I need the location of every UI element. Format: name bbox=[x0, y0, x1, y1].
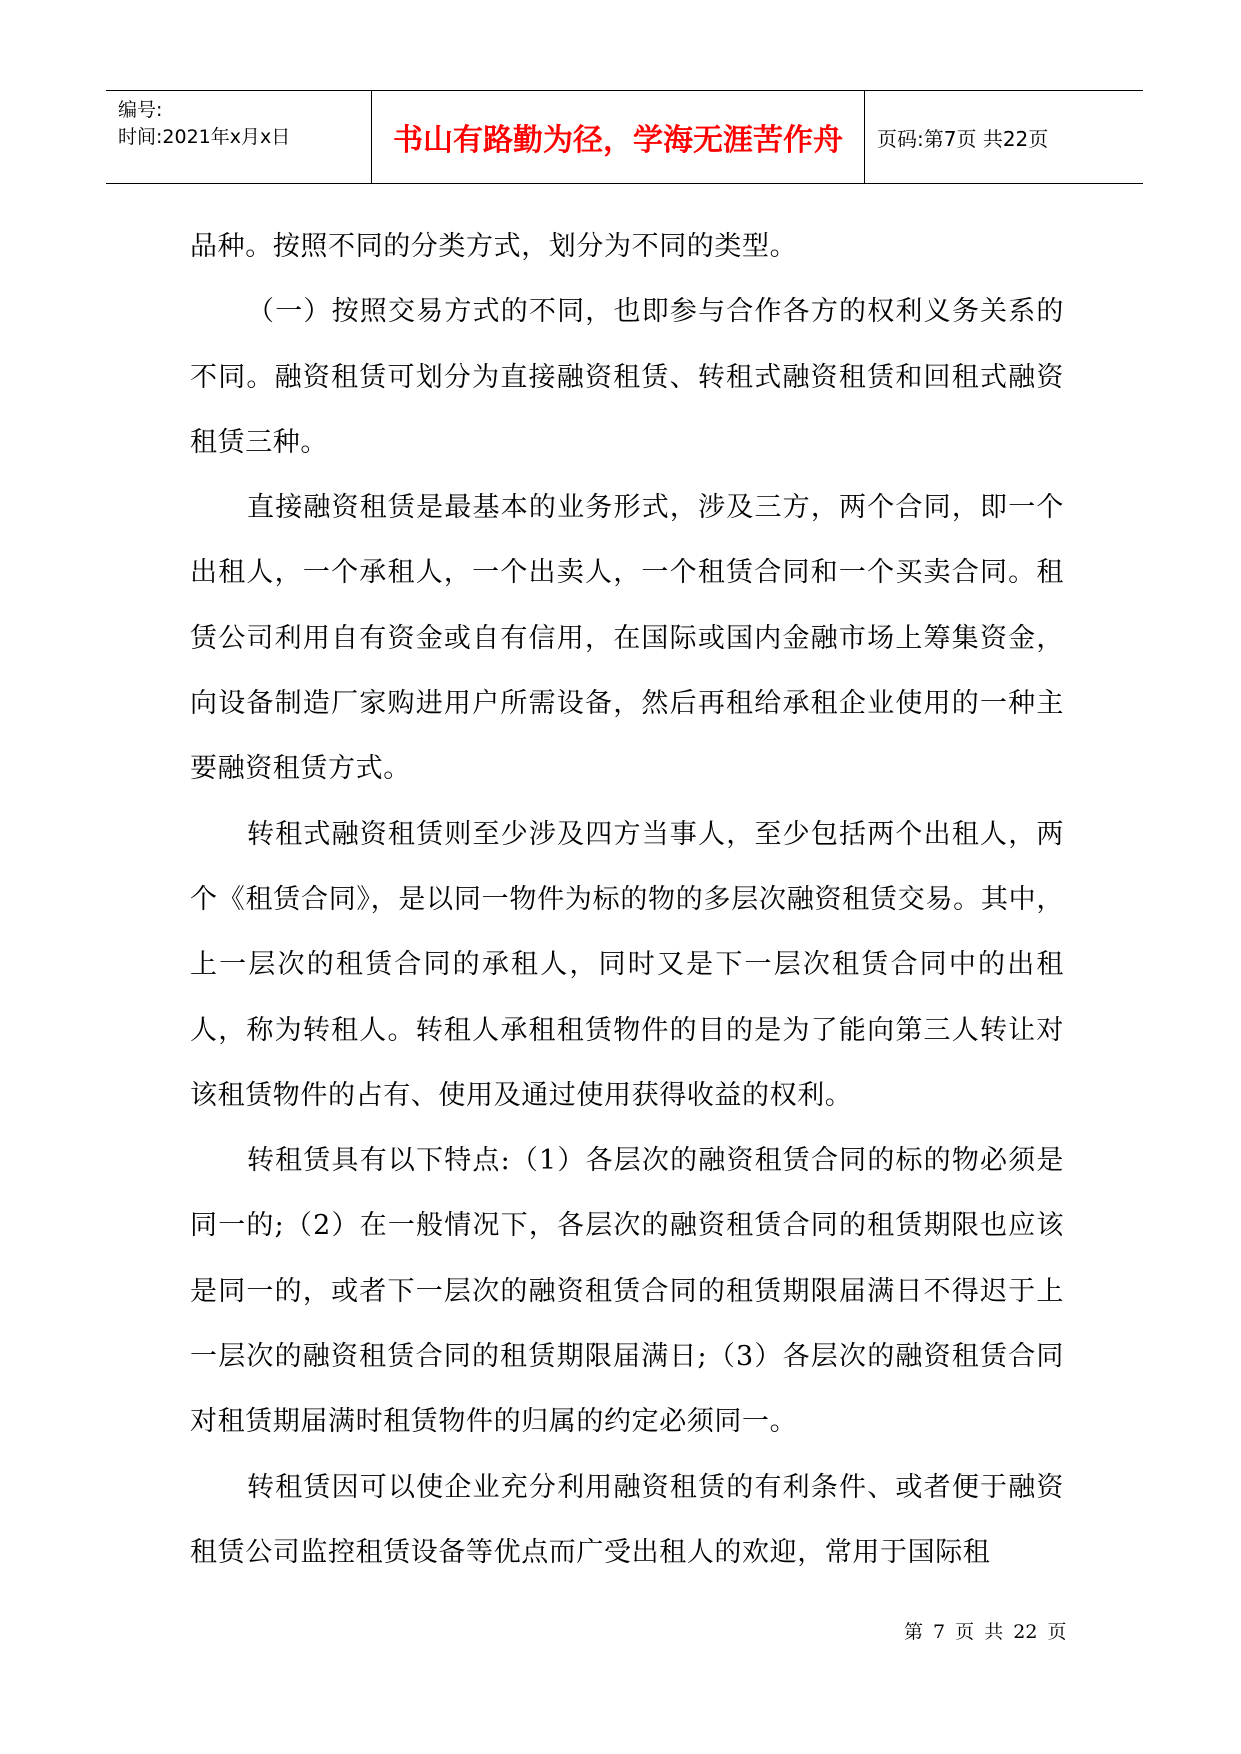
page-header bbox=[106, 90, 1143, 184]
page-label: 页码: bbox=[877, 126, 924, 151]
time-value: 2021年x月x日 bbox=[162, 126, 291, 148]
header-meta-cell bbox=[106, 91, 372, 183]
page-value: 第7页 共22页 bbox=[923, 126, 1049, 151]
time-label: 时间: bbox=[118, 126, 163, 148]
document-body bbox=[190, 214, 1064, 1585]
paragraph: 品种。按照不同的分类方式，划分为不同的类型。 bbox=[190, 231, 798, 262]
document-code-label: 编号: bbox=[118, 99, 163, 121]
page-footer: 第 7 页 共 22 页 bbox=[904, 1621, 1067, 1643]
paragraph: 直接融资租赁是最基本的业务形式，涉及三方，两个合同，即一个出租人，一个承租人，一个出卖人，一个租赁合同和一个买卖合同。租赁公司利用自有资金或自有信用，在国际或国内金融市场上筹集资金，向设备制造厂家购进用户所需设备，然后再租给承租企业使用的一种主要融资租赁方式。 bbox=[190, 492, 1064, 785]
document-time bbox=[118, 122, 290, 149]
paragraph: 转租赁具有以下特点:（1）各层次的融资租赁合同的标的物必须是同一的;（2）在一般情况下，各层次的融资租赁合同的租赁期限也应该是同一的，或者下一层次的融资租赁合同的租赁期限届满日不得迟于上一层次的融资租赁合同的租赁期限届满日;（3）各层次的融资租赁合同对租赁期届满时租赁物件的归属的约定必须同一。 bbox=[190, 1145, 1064, 1438]
header-motto-cell bbox=[372, 91, 865, 183]
paragraph: 转租式融资租赁则至少涉及四方当事人，至少包括两个出租人，两个《租赁合同》，是以同一物件为标的物的多层次融资租赁交易。其中，上一层次的租赁合同的承租人，同时又是下一层次租赁合同中的出租人，称为转租人。转租人承租租赁物件的目的是为了能向第三人转让对该租赁物件的占有、使用及通过使用获得收益的权利。 bbox=[190, 818, 1064, 1111]
paragraph: 转租赁因可以使企业充分利用融资租赁的有利条件、或者便于融资租赁公司监控租赁设备等优点而广受出租人的欢迎，常用于国际租 bbox=[190, 1471, 1064, 1568]
header-page-cell bbox=[865, 91, 1143, 183]
header-motto: 书山有路勤为径，学海无涯苦作舟 bbox=[393, 123, 843, 158]
paragraph: （一）按照交易方式的不同，也即参与合作各方的权利义务关系的不同。融资租赁可划分为直接融资租赁、转租式融资租赁和回租式融资租赁三种。 bbox=[190, 296, 1064, 458]
